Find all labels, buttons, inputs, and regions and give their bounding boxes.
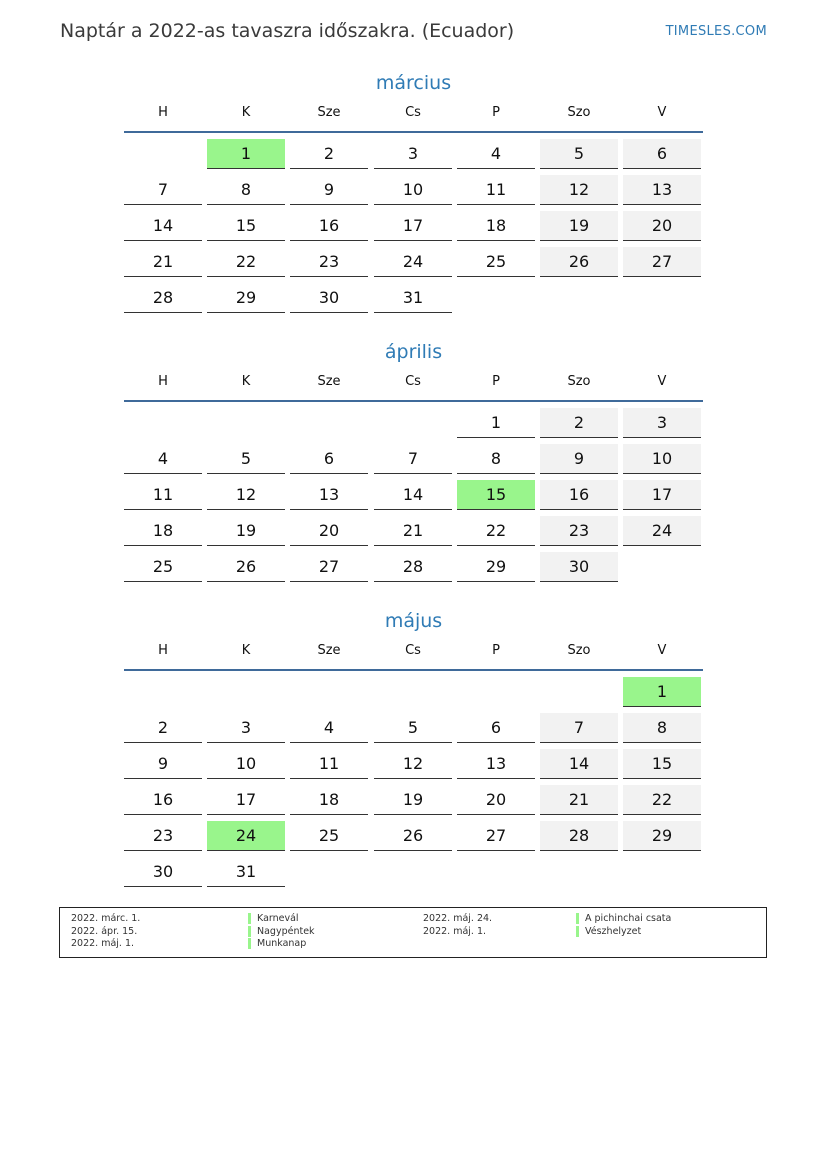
legend-holiday-name: Vészhelyzet [576,926,641,937]
weekday-label: Cs [405,105,421,120]
day-cell[interactable]: 13 [290,480,368,510]
legend-date: 2022. máj. 24. [423,913,493,924]
weekday-label: Sze [317,643,341,658]
day-cell[interactable]: 26 [540,247,618,277]
day-cell[interactable]: 29 [457,552,535,582]
day-cell[interactable]: 7 [124,175,202,205]
day-cell[interactable]: 3 [207,713,285,743]
weekday-header [124,639,703,671]
day-cell[interactable]: 28 [374,552,452,582]
day-cell[interactable]: 31 [207,857,285,887]
day-cell[interactable]: 27 [290,552,368,582]
month-1 [124,340,703,576]
day-cell[interactable]: 18 [124,516,202,546]
weekday-label: Szo [567,105,591,120]
weekday-label: K [241,105,251,120]
day-cell[interactable]: 12 [540,175,618,205]
day-cell[interactable]: 23 [290,247,368,277]
legend-date: 2022. ápr. 15. [71,926,138,937]
day-cell[interactable]: 24 [623,516,701,546]
day-cell[interactable]: 9 [124,749,202,779]
day-cell[interactable]: 29 [207,283,285,313]
day-cell[interactable]: 18 [457,211,535,241]
day-cell[interactable]: 4 [290,713,368,743]
day-cell[interactable]: 16 [124,785,202,815]
weekday-label: Szo [567,643,591,658]
day-cell[interactable]: 22 [457,516,535,546]
month-name: március [375,72,452,94]
day-cell[interactable]: 27 [623,247,701,277]
day-cell[interactable]: 16 [290,211,368,241]
day-cell[interactable]: 17 [623,480,701,510]
day-cell[interactable]: 28 [540,821,618,851]
day-cell[interactable]: 20 [457,785,535,815]
day-cell[interactable]: 15 [207,211,285,241]
weekday-label: V [657,374,667,389]
page-title: Naptár a 2022-as tavaszra időszakra. (Ecuador) [60,20,515,42]
day-cell[interactable]: 21 [124,247,202,277]
legend-holiday-name: Nagypéntek [248,926,315,937]
day-cell[interactable]: 23 [540,516,618,546]
day-cell[interactable]: 24 [374,247,452,277]
day-cell[interactable]: 17 [207,785,285,815]
day-cell[interactable]: 26 [374,821,452,851]
day-cell[interactable]: 13 [623,175,701,205]
day-cell[interactable]: 29 [623,821,701,851]
month-name: május [384,610,443,632]
day-cell[interactable]: 31 [374,283,452,313]
legend-date: 2022. máj. 1. [423,926,487,937]
day-cell[interactable]: 8 [623,713,701,743]
weekday-label: Szo [567,374,591,389]
day-cell[interactable]: 7 [540,713,618,743]
weekday-label: P [492,374,500,389]
weekday-label: K [241,374,251,389]
weekday-label: V [657,643,667,658]
day-cell[interactable]: 12 [207,480,285,510]
holiday-legend [59,907,767,958]
weekday-header [124,101,703,133]
day-cell[interactable]: 11 [124,480,202,510]
day-cell[interactable]: 6 [623,139,701,169]
weekday-label: P [492,643,500,658]
weekday-label: H [158,643,168,658]
day-cell[interactable]: 13 [457,749,535,779]
day-cell[interactable]: 10 [623,444,701,474]
day-cell[interactable]: 22 [207,247,285,277]
day-cell[interactable]: 19 [540,211,618,241]
day-cell[interactable]: 3 [374,139,452,169]
day-cell[interactable]: 1 [207,139,285,169]
legend-holiday-name: A pichinchai csata [576,913,671,924]
day-cell[interactable]: 19 [207,516,285,546]
weekday-label: K [241,643,251,658]
day-cell[interactable]: 21 [540,785,618,815]
day-cell[interactable]: 1 [457,408,535,438]
site-logo-text[interactable]: TIMESLES.COM [665,24,767,39]
day-cell[interactable]: 5 [207,444,285,474]
day-cell[interactable]: 30 [540,552,618,582]
day-cell[interactable]: 8 [457,444,535,474]
day-cell[interactable]: 7 [374,444,452,474]
day-cell[interactable]: 2 [540,408,618,438]
day-cell[interactable]: 17 [374,211,452,241]
day-cell[interactable]: 10 [374,175,452,205]
day-cell[interactable]: 10 [207,749,285,779]
weekday-label: V [657,105,667,120]
day-cell[interactable]: 2 [124,713,202,743]
day-cell[interactable]: 30 [124,857,202,887]
legend-date: 2022. máj. 1. [71,938,135,949]
day-cell[interactable]: 27 [457,821,535,851]
day-cell[interactable]: 4 [457,139,535,169]
weekday-label: Cs [405,374,421,389]
weekday-header [124,370,703,402]
day-cell[interactable]: 4 [124,444,202,474]
day-cell[interactable]: 15 [623,749,701,779]
day-cell[interactable]: 2 [290,139,368,169]
day-cell[interactable]: 8 [207,175,285,205]
day-cell[interactable]: 26 [207,552,285,582]
day-cell[interactable]: 19 [374,785,452,815]
day-cell[interactable]: 16 [540,480,618,510]
weekday-label: H [158,105,168,120]
day-cell[interactable]: 6 [290,444,368,474]
day-cell[interactable]: 9 [540,444,618,474]
day-cell[interactable]: 25 [290,821,368,851]
day-cell[interactable]: 6 [457,713,535,743]
weekday-label: Cs [405,643,421,658]
day-cell[interactable]: 5 [540,139,618,169]
day-cell[interactable]: 25 [457,247,535,277]
day-cell[interactable]: 28 [124,283,202,313]
day-cell[interactable]: 21 [374,516,452,546]
weekday-label: H [158,374,168,389]
day-cell[interactable]: 23 [124,821,202,851]
day-cell[interactable]: 18 [290,785,368,815]
month-name: április [384,341,443,363]
month-0 [124,71,703,307]
legend-holiday-name: Munkanap [248,938,306,949]
legend-holiday-name: Karnevál [248,913,299,924]
weekday-label: P [492,105,500,120]
day-cell[interactable]: 30 [290,283,368,313]
day-cell[interactable]: 24 [207,821,285,851]
day-cell[interactable]: 20 [290,516,368,546]
day-cell[interactable]: 22 [623,785,701,815]
day-cell[interactable]: 20 [623,211,701,241]
day-cell[interactable]: 5 [374,713,452,743]
day-cell[interactable]: 9 [290,175,368,205]
day-cell[interactable]: 15 [457,480,535,510]
day-cell[interactable]: 3 [623,408,701,438]
day-cell[interactable]: 14 [374,480,452,510]
weekday-label: Sze [317,374,341,389]
weekday-label: Sze [317,105,341,120]
day-cell[interactable]: 1 [623,677,701,707]
day-cell[interactable]: 12 [374,749,452,779]
day-cell[interactable]: 14 [540,749,618,779]
month-2 [124,609,703,881]
legend-date: 2022. márc. 1. [71,913,141,924]
day-cell[interactable]: 14 [124,211,202,241]
day-cell[interactable]: 11 [290,749,368,779]
day-cell[interactable]: 25 [124,552,202,582]
day-cell[interactable]: 11 [457,175,535,205]
